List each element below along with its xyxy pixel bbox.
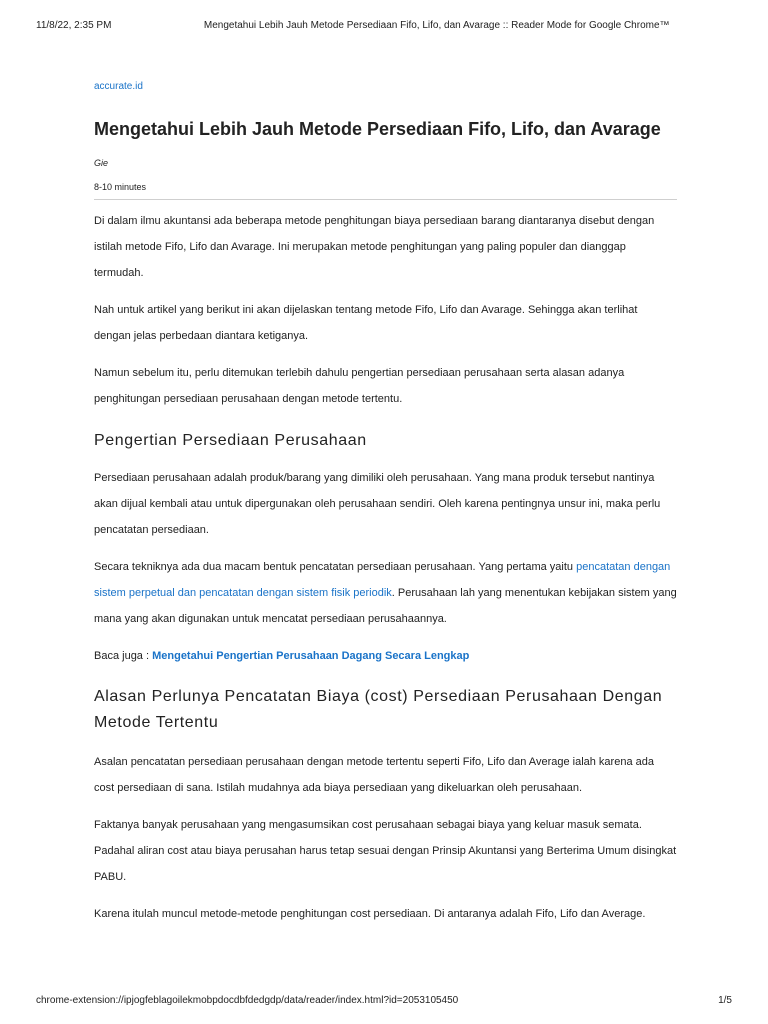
article — [94, 76, 677, 927]
intro-paragraph-2: Nah untuk artikel yang berikut ini akan dijelaskan tentang metode Fifo, Lifo dan Avarage. Sehingga akan terlihat dengan jelas perbedaan diantara ketiganya. — [94, 304, 638, 342]
reading-time: 8-10 minutes — [94, 182, 147, 192]
pencatatan-sistem-link[interactable]: pencatatan dengan sistem perpetual dan pencatatan dengan sistem fisik periodik — [94, 561, 671, 599]
source-site-link[interactable]: accurate.id — [94, 81, 143, 92]
print-url: chrome-extension://ipjogfeblagoilekmobpdocdbfdedgdp/data/reader/index.html?id=2053105450 — [36, 994, 459, 1006]
section1-paragraph-1: Persediaan perusahaan adalah produk/barang yang dimiliki oleh perusahaan. Yang mana produk tersebut nantinya akan dijual kembali atau untuk dipergunakan oleh perusahaan sendiri. Oleh karena pentingnya unsur ini, maka perlu pencatatan persediaan. — [94, 472, 661, 536]
section-heading-pengertian: Pengertian Persediaan Perusahaan — [94, 432, 367, 449]
print-page-number: 1/5 — [718, 994, 732, 1006]
see-also-label: Baca juga : — [94, 650, 153, 662]
section1-paragraph-2 — [94, 554, 677, 632]
see-also-line — [94, 643, 677, 669]
article-author: Gie — [94, 158, 109, 168]
section1-p2-text-after: . Perusahaan lah yang menentukan kebijakan sistem yang mana yang akan digunakan untuk mencatat persediaan perusahaannya. — [94, 587, 677, 625]
section2-paragraph-2: Faktanya banyak perusahaan yang mengasumsikan cost perusahaan sebagai biaya yang keluar masuk semata. Padahal aliran cost atau biaya perusahan harus tetap sesuai dengan Prinsip Akuntansi yang Berterima Umum disingkat PABU. — [94, 819, 677, 883]
print-footer — [36, 992, 732, 1008]
section-heading-alasan: Alasan Perlunya Pencatatan Biaya (cost) Persediaan Perusahaan Dengan Metode Tertentu — [94, 688, 663, 731]
intro-paragraph-1: Di dalam ilmu akuntansi ada beberapa metode penghitungan biaya persediaan barang diantaranya disebut dengan istilah metode Fifo, Lifo dan Avarage. Ini merupakan metode penghitungan yang paling populer dan dianggap termudah. — [94, 215, 655, 279]
print-page-title: Mengetahui Lebih Jauh Metode Persediaan Fifo, Lifo, dan Avarage :: Reader Mode for Google Chrome™ — [203, 19, 670, 31]
print-header — [36, 17, 732, 33]
header-divider — [94, 199, 677, 200]
section2-paragraph-3: Karena itulah muncul metode-metode penghitungan cost persediaan. Di antaranya adalah Fifo, Lifo dan Average. — [94, 908, 646, 920]
see-also-link[interactable]: Mengetahui Pengertian Perusahaan Dagang Secara Lengkap — [152, 650, 470, 662]
section1-p2-text-before: Secara tekniknya ada dua macam bentuk pencatatan persediaan perusahaan. Yang pertama yaitu — [94, 561, 577, 573]
section2-paragraph-1: Asalan pencatatan persediaan perusahaan dengan metode tertentu seperti Fifo, Lifo dan Average ialah karena ada cost persediaan di sana. Istilah mudahnya ada biaya persediaan yang dikeluarkan oleh perusahaan. — [94, 756, 654, 794]
print-datetime: 11/8/22, 2:35 PM — [36, 19, 112, 31]
article-title: Mengetahui Lebih Jauh Metode Persediaan Fifo, Lifo, dan Avarage — [94, 119, 661, 139]
intro-paragraph-3: Namun sebelum itu, perlu ditemukan terlebih dahulu pengertian persediaan perusahaan serta alasan adanya penghitungan persediaan perusahaan dengan metode tertentu. — [94, 367, 625, 405]
